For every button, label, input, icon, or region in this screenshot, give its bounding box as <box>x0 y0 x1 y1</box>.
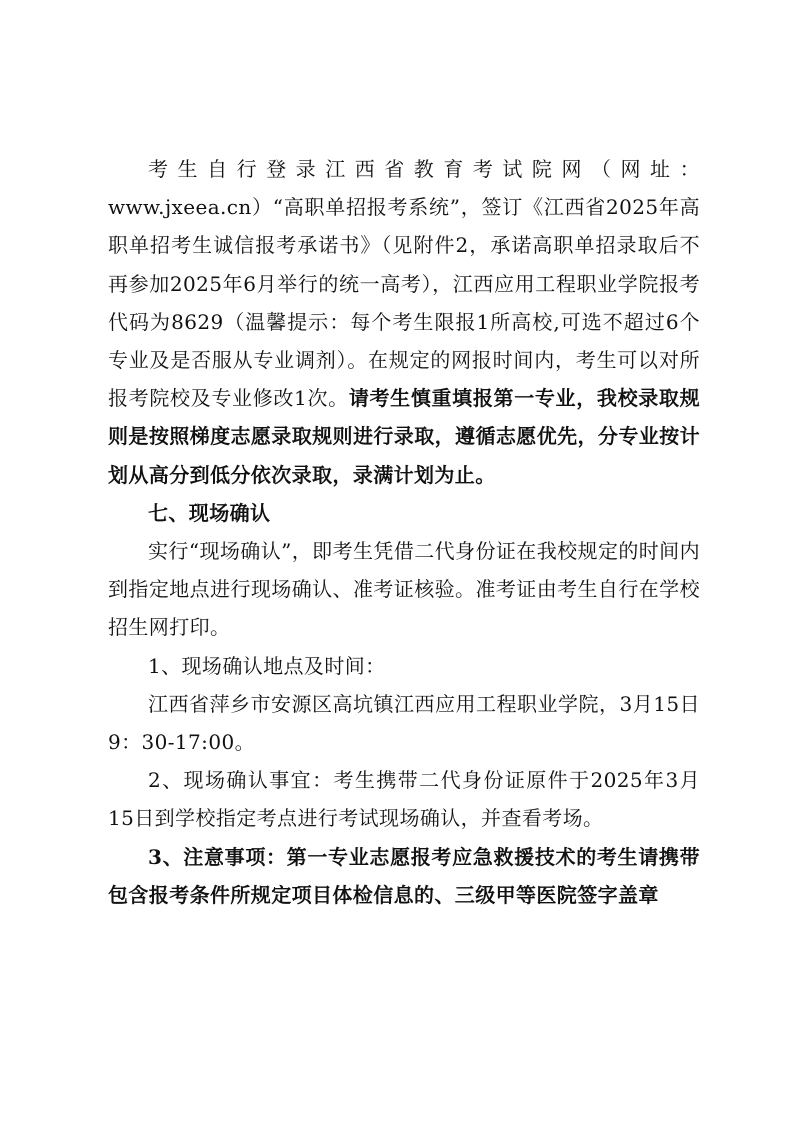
paragraph-online-registration <box>108 150 700 494</box>
paragraph-notes: 3、注意事项：第一专业志愿报考应急救援技术的考生请携带包含报考条件所规定项目体检信息的、三级甲等医院签字盖章 <box>108 844 700 907</box>
section-heading-onsite-confirmation: 七、现场确认 <box>148 500 271 525</box>
admission-rules-text: 请考生慎重填报第一专业，我校录取规则是按照梯度志愿录取规则进行录取，遵循志愿优先，分专业按计划从高分到低分依次录取，录满计划为止。 <box>108 386 700 487</box>
paragraph-location-time: 江西省萍乡市安源区高坑镇江西应用工程职业学院，3月15日9：30-17:00。 <box>108 691 700 755</box>
document-page <box>108 150 700 914</box>
paragraph-location-time-heading: 1、现场确认地点及时间： <box>148 653 386 678</box>
paragraph-confirmation-matters: 2、现场确认事宜：考生携带二代身份证原件于2025年3月15日到学校指定考点进行考试现场确认，并查看考场。 <box>108 768 700 831</box>
registration-text: 考生自行登录江西省教育考试院网（网址：www.jxeea.cn）“高职单招报考系统”，签订《江西省2025年高职单招考生诚信报考承诺书》（见附件2，承诺高职单招录取后不再参加2025年6月举行的统一高考），江西应用工程职业学院报考代码为8629（温馨提示：每个考生限报1所高校,可选不超过6个专业及是否服从专业调剂）。在规定的网报时间内，考生可以对所报考院校及专业修改1次。 <box>108 157 700 411</box>
paragraph-onsite-confirmation: 实行“现场确认”，即考生凭借二代身份证在我校规定的时间内到指定地点进行现场确认、准考证核验。准考证由考生自行在学校招生网打印。 <box>108 539 700 640</box>
